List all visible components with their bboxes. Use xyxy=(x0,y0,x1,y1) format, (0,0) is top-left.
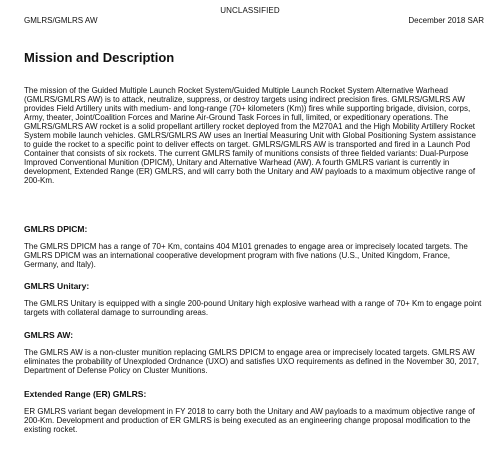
section-title: Mission and Description xyxy=(24,50,175,65)
unitary-paragraph: The GMLRS Unitary is equipped with a single 200-pound Unitary high explosive warhead with a range of 70+ Km to engage point targets with collateral damage to surrounding areas. xyxy=(24,299,482,317)
aw-heading: GMLRS AW: xyxy=(24,330,74,340)
program-name: GMLRS/GMLRS AW xyxy=(24,16,98,25)
report-date: December 2018 SAR xyxy=(408,16,484,25)
unitary-heading: GMLRS Unitary: xyxy=(24,281,90,291)
mission-paragraph: The mission of the Guided Multiple Launch Rocket System/Guided Multiple Launch Rocket System Alternative Warhead (GMLRS/GMLRS AW) is to attack, neutralize, suppress, or destroy targets using indirect precision fires. GMLRS/GMLRS AW provides Field Artillery units with medium- and long-range (70+ kilometers (Km)) fires while supporting brigade, division, corps, Army, theater, Joint/Coalition Forces and Marine Air-Ground Task Forces in full, limited, or expeditionary operations. The GMLRS/GMLRS AW rocket is a solid propellant artillery rocket deployed from the M270A1 and the High Mobility Artillery Rocket System mobile launch vehicles. GMLRS/GMLRS AW uses an Inertial Measuring Unit with Global Positioning System assistance to guide the rocket to a specific point to deliver effects on target. GMLRS/GMLRS AW is transported and fired in a Launch Pod Container that consists of six rockets. The current GMLRS family of munitions consists of three fielded variants: Dual-Purpose Improved Conventional Munition (DPICM), Unitary and Alternative Warhead (AW). A fourth GMLRS variant is currently in development, Extended Range (ER) GMLRS, and will carry both the Unitary and AW payloads to a maximum objective range of 200-Km. xyxy=(24,86,476,185)
classification-marking: UNCLASSIFIED xyxy=(220,6,280,15)
er-paragraph: ER GMLRS variant began development in FY 2018 to carry both the Unitary and AW payloads to a maximum objective range of 200-Km. Development and production of ER GMLRS is being executed as an engineering change proposal modification to the existing rocket. xyxy=(24,407,475,434)
dpicm-heading: GMLRS DPICM: xyxy=(24,224,88,234)
aw-paragraph: The GMLRS AW is a non-cluster munition replacing GMLRS DPICM to engage area or imprecisely located targets. GMLRS AW eliminates the probability of Unexploded Ordnance (UXO) and satisfies UXO requirements as defined in the November 30, 2017, Department of Defense Policy on Cluster Munitions. xyxy=(24,348,479,375)
dpicm-paragraph: The GMLRS DPICM has a range of 70+ Km, contains 404 M101 grenades to engage area or imprecisely located targets. The GMLRS DPICM was an international cooperative development program with five nations (U.S., United Kingdom, France, Germany, and Italy). xyxy=(24,242,468,269)
er-heading: Extended Range (ER) GMLRS: xyxy=(24,389,147,399)
